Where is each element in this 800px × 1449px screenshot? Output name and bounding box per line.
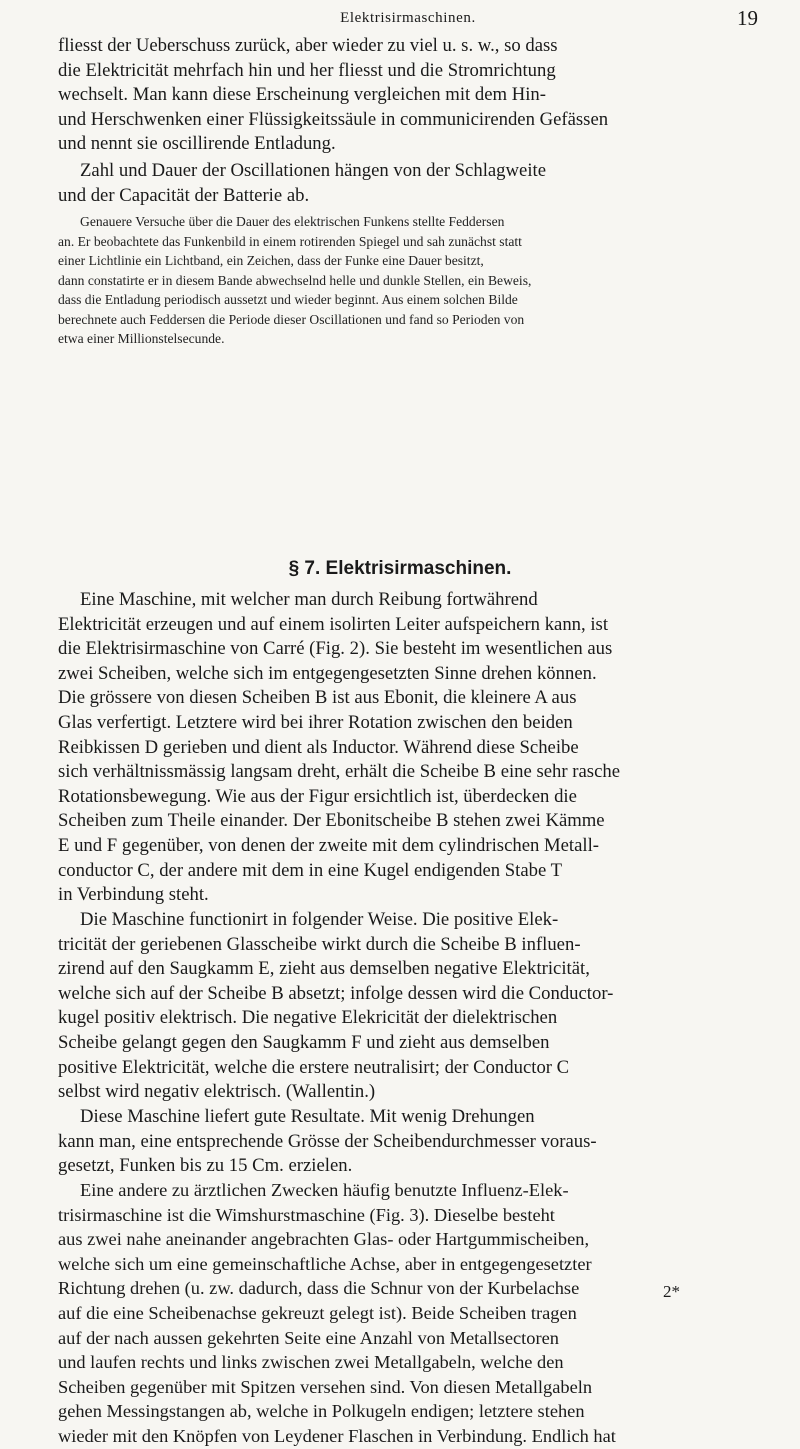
- printer-signature: 2*: [663, 1282, 680, 1301]
- section-heading: § 7. Elektrisirmaschinen.: [288, 558, 512, 579]
- intro-paragraph-2: Zahl und Dauer der Oscillationen hängen von der Schlagweite und der Capacität der Batterie ab.: [58, 160, 546, 206]
- section-paragraph-2: Die Maschine functionirt in folgender Weise. Die positive Elek- tricität der geriebenen Glasscheibe wirkt durch die Scheibe B influen- zirend auf den Saugkamm E, zieht aus demselben negative Elektricität, welche sich auf der Scheibe B absetzt; infolge dessen wird die Conductor- kugel positiv elektrisch. Die negative Elekricität der dielektrischen Scheibe gelangt gegen den Saugkamm F und zieht aus demselben positive Elektricität, welche die erstere neutralisirt; der Conductor C selbst wird negativ elektrisch. (Wallentin.): [58, 909, 614, 1103]
- section-paragraph-3: Diese Maschine liefert gute Resultate. Mit wenig Drehungen kann man, eine entsprechende Grösse der Scheibendurchmesser voraus- gesetzt, Funken bis zu 15 Cm. erzielen.: [58, 1106, 597, 1177]
- running-title: Elektrisirmaschinen.: [340, 10, 476, 26]
- intro-paragraph-1: fliesst der Ueberschuss zurück, aber wieder zu viel u. s. w., so dass die Elektricität mehrfach hin und her fliesst und die Stromrichtung wechselt. Man kann diese Erscheinung vergleichen mit dem Hin- und Herschwenken einer Flüssigkeitssäule in communicirenden Gefässen und nennt sie oscillirende Entladung.: [58, 35, 609, 155]
- section-paragraph-1: Eine Maschine, mit welcher man durch Reibung fortwährend Elektricität erzeugen und auf einem isolirten Leiter aufspeichern kann, ist die Elektrisirmaschine von Carré (Fig. 2). Sie besteht im wesentlichen aus zwei Scheiben, welche sich im entgegengesetzten Sinne drehen können. Die grössere von diesen Scheiben B ist aus Ebonit, die kleinere A aus Glas verfertigt. Letztere wird bei ihrer Rotation zwischen den beiden Reibkissen D gerieben und dient als Inductor. Während diese Scheibe sich verhältnissmässig langsam dreht, erhält die Scheibe B eine sehr rasche Rotationsbewegung. Wie aus der Figur ersichtlich ist, überdecken die Scheiben zum Theile einander. Der Ebonitscheibe B stehen zwei Kämme E und F gegenüber, von denen der zweite mit dem cylindrischen Metall- conductor C, der andere mit dem in eine Kugel endigenden Stabe T in Verbindung steht.: [58, 589, 621, 906]
- page-number: 19: [737, 6, 758, 30]
- footnote-feddersen: Genauere Versuche über die Dauer des elektrischen Funkens stellte Feddersen an. Er beobachtete das Funkenbild in einem rotirenden Spiegel und sah zunächst statt einer Lichtlinie ein Lichtband, ein Zeichen, dass der Funke eine Dauer besitzt, dann constatirte er in diesem Bande abwechselnd helle und dunkle Stellen, ein Beweis, dass die Entladung periodisch aussetzt und wieder beginnt. Aus einem solchen Bilde berechnete auch Feddersen die Periode dieser Oscillationen und fand so Perioden von etwa einer Millionstelsecunde.: [58, 214, 532, 346]
- running-header: [58, 6, 758, 32]
- section-paragraph-4: Eine andere zu ärztlichen Zwecken häufig benutzte Influenz-Elek- trisirmaschine ist die Wimshurstmaschine (Fig. 3). Dieselbe besteht aus zwei nahe aneinander angebrachten Glas- oder Hartgummischeiben, welche sich um eine gemeinschaftliche Achse, aber in entgegengesetzter Richtung drehen (u. zw. dadurch, dass die Schnur von der Kurbelachse auf die eine Scheibenachse gekreuzt gelegt ist). Beide Scheiben tragen auf der nach aussen gekehrten Seite eine Anzahl von Metallsectoren und laufen rechts und links zwischen zwei Metallgabeln, welche den Scheiben gegenüber mit Spitzen versehen sind. Von diesen Metallgabeln gehen Messingstangen ab, welche in Polkugeln endigen; letztere stehen wieder mit den Knöpfen von Leydener Flaschen in Verbindung. Endlich hat: [58, 1180, 616, 1446]
